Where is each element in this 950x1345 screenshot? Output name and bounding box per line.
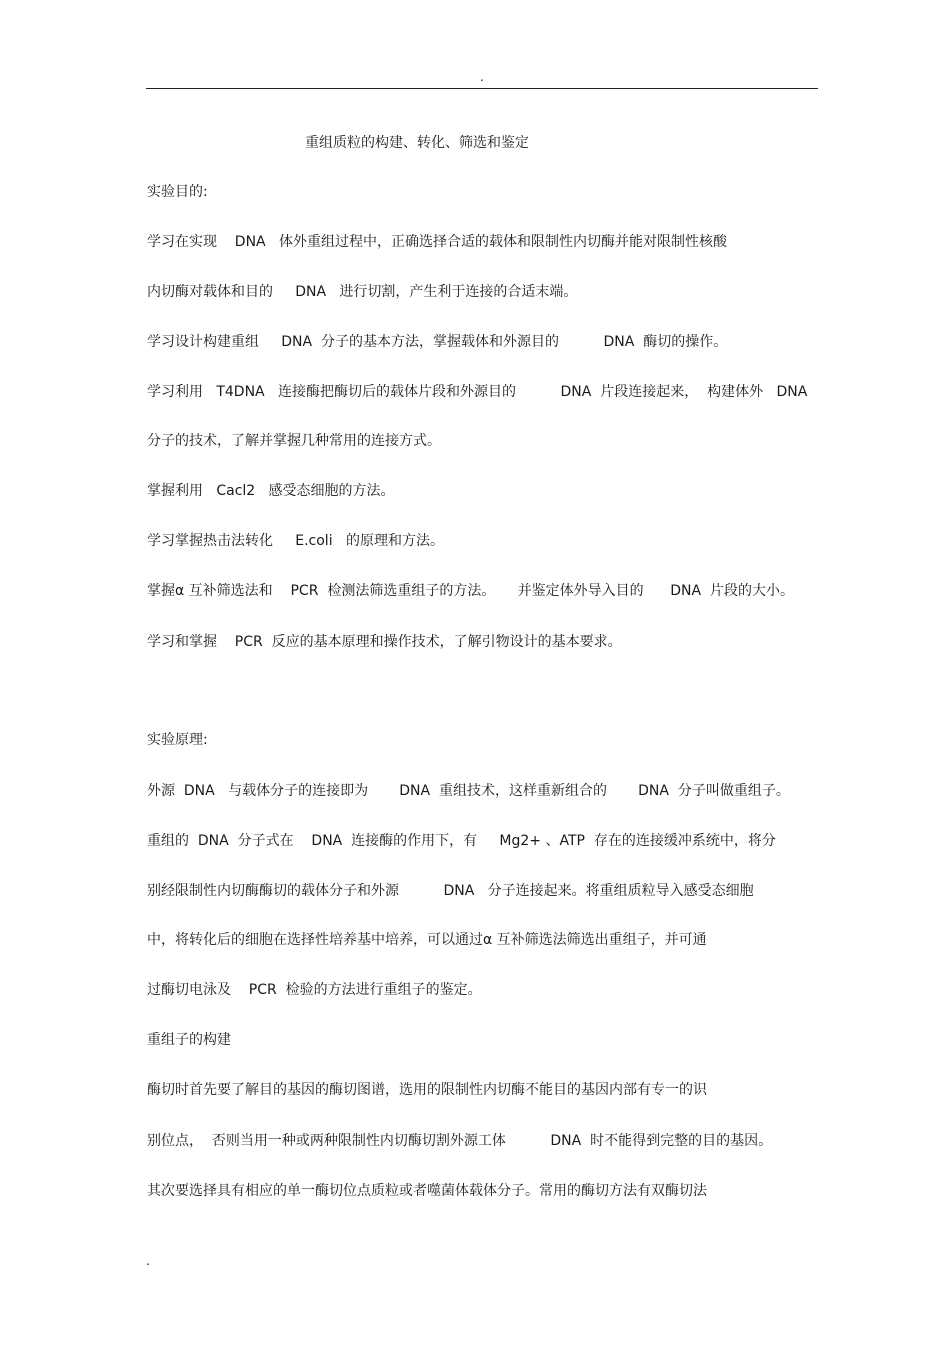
section-heading-purpose: 实验目的: xyxy=(147,184,208,200)
header-dot: . xyxy=(480,70,484,84)
paragraph-line: 掌握利用 Cacl2 感受态细胞的方法。 xyxy=(147,483,395,499)
paragraph-line: 学习和掌握 PCR 反应的基本原理和操作技术，了解引物设计的基本要求。 xyxy=(147,634,622,650)
document-title: 重组质粒的构建、转化、筛选和鉴定 xyxy=(305,135,529,151)
footer-dot: . xyxy=(146,1254,150,1268)
paragraph-line: 分子的技术，了解并掌握几种常用的连接方式。 xyxy=(147,433,441,449)
paragraph-line: 学习掌握热击法转化 E.coli 的原理和方法。 xyxy=(147,533,444,549)
paragraph-line: 酶切时首先要了解目的基因的酶切图谱，选用的限制性内切酶不能目的基因内部有专一的识 xyxy=(147,1082,707,1098)
paragraph-line: 学习设计构建重组 DNA 分子的基本方法，掌握载体和外源目的 DNA 酶切的操作。 xyxy=(147,334,728,350)
paragraph-line: 别经限制性内切酶酶切的载体分子和外源 DNA 分子连接起来。将重组质粒导入感受态细胞 xyxy=(147,883,754,899)
paragraph-line: 别位点， 否则当用一种或两种限制性内切酶切割外源工体 DNA 时不能得到完整的目的基因。 xyxy=(147,1133,773,1149)
subsection-heading-construction: 重组子的构建 xyxy=(147,1032,231,1048)
paragraph-line: 学习利用 T4DNA 连接酶把酶切后的载体片段和外源目的 DNA 片段连接起来， 构建体外 DNA xyxy=(147,384,808,400)
paragraph-line: 学习在实现 DNA 体外重组过程中，正确选择合适的载体和限制性内切酶并能对限制性核酸 xyxy=(147,234,727,250)
paragraph-line: 重组的 DNA 分子式在 DNA 连接酶的作用下，有 Mg2+ 、ATP 存在的连接缓冲系统中，将分 xyxy=(147,833,776,849)
paragraph-line: 内切酶对载体和目的 DNA 进行切割，产生利于连接的合适末端。 xyxy=(147,284,578,300)
paragraph-line: 外源 DNA 与载体分子的连接即为 DNA 重组技术，这样重新组合的 DNA 分子叫做重组子。 xyxy=(147,783,790,799)
paragraph-line: 其次要选择具有相应的单一酶切位点质粒或者噬菌体载体分子。常用的酶切方法有双酶切法 xyxy=(147,1183,707,1199)
paragraph-line: 掌握α 互补筛选法和 PCR 检测法筛选重组子的方法。 并鉴定体外导入目的 DNA 片段的大小。 xyxy=(147,583,795,599)
paragraph-line: 过酶切电泳及 PCR 检验的方法进行重组子的鉴定。 xyxy=(147,982,482,998)
header-rule xyxy=(146,88,818,89)
section-heading-principle: 实验原理: xyxy=(147,732,208,748)
paragraph-line: 中，将转化后的细胞在选择性培养基中培养，可以通过α 互补筛选法筛选出重组子，并可通 xyxy=(147,932,707,948)
